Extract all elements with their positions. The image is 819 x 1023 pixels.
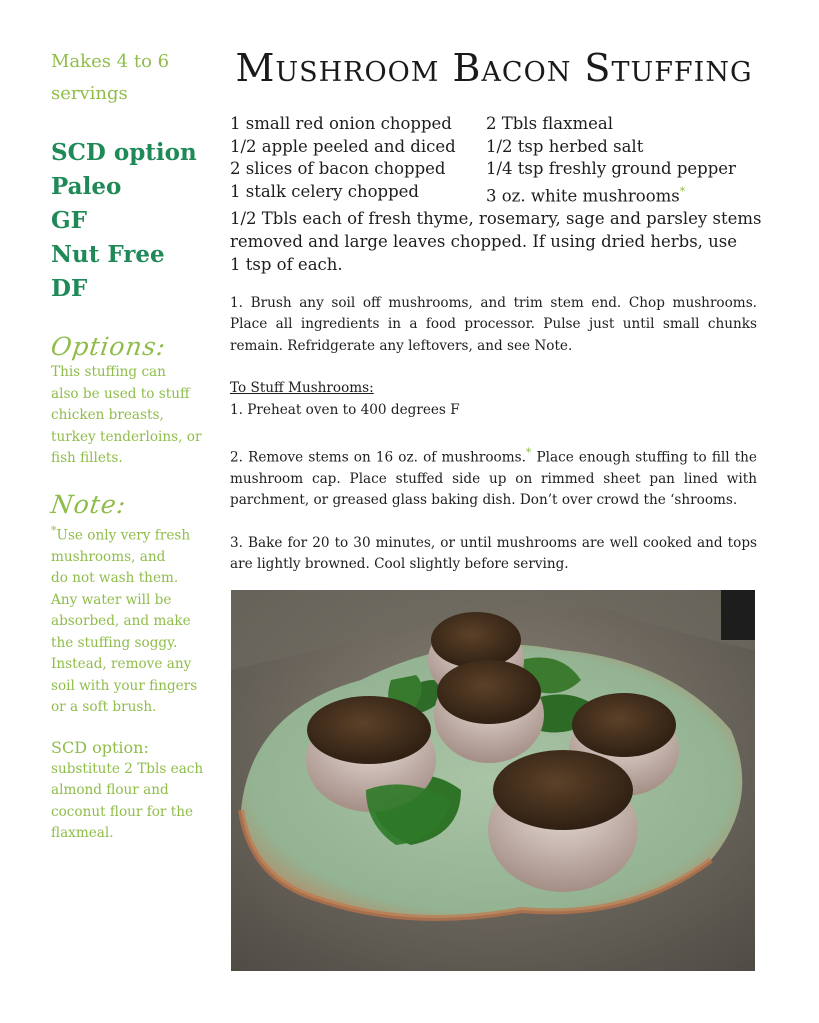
ingredient-item: 1/2 apple peeled and diced (230, 136, 456, 156)
scd-line: coconut flour for the (51, 803, 194, 820)
herbs-line: removed and large leaves chopped. If using dried herbs, use (230, 232, 738, 252)
note-line: soil with your fingers (51, 677, 198, 694)
ingredient-column-right (486, 113, 760, 208)
ingredient-column-left (230, 113, 486, 208)
sidebar (51, 46, 216, 845)
asterisk-icon: * (679, 185, 686, 199)
diet-tag: GF (51, 207, 87, 234)
servings-text (51, 46, 216, 110)
scd-line: almond flour and (51, 782, 169, 799)
step-paragraph: 1. Preheat oven to 400 degrees F (230, 401, 460, 418)
options-line: This stuffing can (51, 364, 166, 380)
stuffed-mushrooms-photo (231, 590, 755, 971)
instructions (230, 293, 757, 597)
ingredient-item: 1 stalk celery chopped (230, 182, 419, 202)
step-text: Place enough stuffing to fill the mushroom cap. Place stuffed side up on rimmed sheet pan lined with parchment, or greased glass baking dish. Don’t over crowd the ‘shrooms. (230, 449, 757, 509)
herbs-line: 1 tsp of each. (230, 254, 343, 274)
options-line: also be used to stuff (51, 385, 190, 402)
ingredient-item: 2 slices of bacon chopped (230, 159, 446, 179)
servings-line: servings (51, 83, 128, 104)
scd-line: flaxmeal. (51, 825, 114, 842)
diet-tag: Paleo (51, 173, 122, 200)
servings-line: Makes 4 to 6 (51, 51, 170, 72)
scd-heading: SCD option: (51, 737, 149, 757)
recipe-title: Mushroom Bacon Stuffing (235, 46, 753, 90)
note-line: mushrooms, and (51, 548, 166, 565)
options-line: fish fillets. (51, 450, 123, 466)
herbs-line: 1/2 Tbls each of fresh thyme, rosemary, sage and parsley stems (230, 209, 762, 229)
ingredients (230, 113, 760, 276)
note-line: Any water will be (51, 591, 172, 608)
options-heading: Options: (49, 332, 169, 361)
ingredient-item: 2 Tbls flaxmeal (486, 114, 613, 133)
note-line: do not wash them. (51, 570, 179, 587)
step-paragraph: 3. Bake for 20 to 30 minutes, or until mushrooms are well cooked and tops are lightly browned. Cool slightly before serving. (230, 534, 757, 573)
note-line: absorbed, and make (51, 613, 191, 630)
note-line: or a soft brush. (51, 699, 157, 716)
stuff-heading: To Stuff Mushrooms: (230, 380, 374, 397)
diet-tag: SCD option (51, 139, 197, 166)
diet-tag: DF (51, 275, 88, 302)
ingredient-text: 3 oz. white mushrooms (486, 186, 680, 206)
note-line-text: Use only very fresh (56, 527, 191, 544)
diet-tags (51, 136, 216, 306)
options-text (51, 362, 216, 470)
note-line: Instead, remove any (51, 656, 192, 673)
ingredient-item: 1/2 tsp herbed salt (486, 136, 644, 156)
asterisk-icon: * (51, 523, 57, 537)
ingredient-item (486, 181, 760, 208)
options-line: chicken breasts, (51, 407, 164, 423)
note-text (51, 520, 216, 719)
step-text: 2. Remove stems on 16 oz. of mushrooms. (230, 449, 526, 466)
note-line (51, 520, 216, 547)
scd-text (51, 759, 216, 845)
step-paragraph: 1. Brush any soil off mushrooms, and trim stem end. Chop mushrooms. Place all ingredients in a food processor. Pulse just until small chunks remain. Refridgerate any leftovers, and see Note. (230, 295, 757, 354)
note-heading: Note: (49, 489, 129, 519)
ingredient-item: 1/4 tsp freshly ground pepper (486, 159, 736, 179)
ingredient-item: 1 small red onion chopped (230, 114, 452, 133)
options-line: turkey tenderloins, or (51, 428, 202, 445)
step-paragraph (230, 442, 757, 512)
scd-line: substitute 2 Tbls each (51, 760, 204, 777)
asterisk-icon: * (525, 446, 532, 460)
ingredient-grid (230, 113, 760, 208)
diet-tag: Nut Free (51, 241, 165, 268)
note-line: the stuffing soggy. (51, 634, 178, 651)
